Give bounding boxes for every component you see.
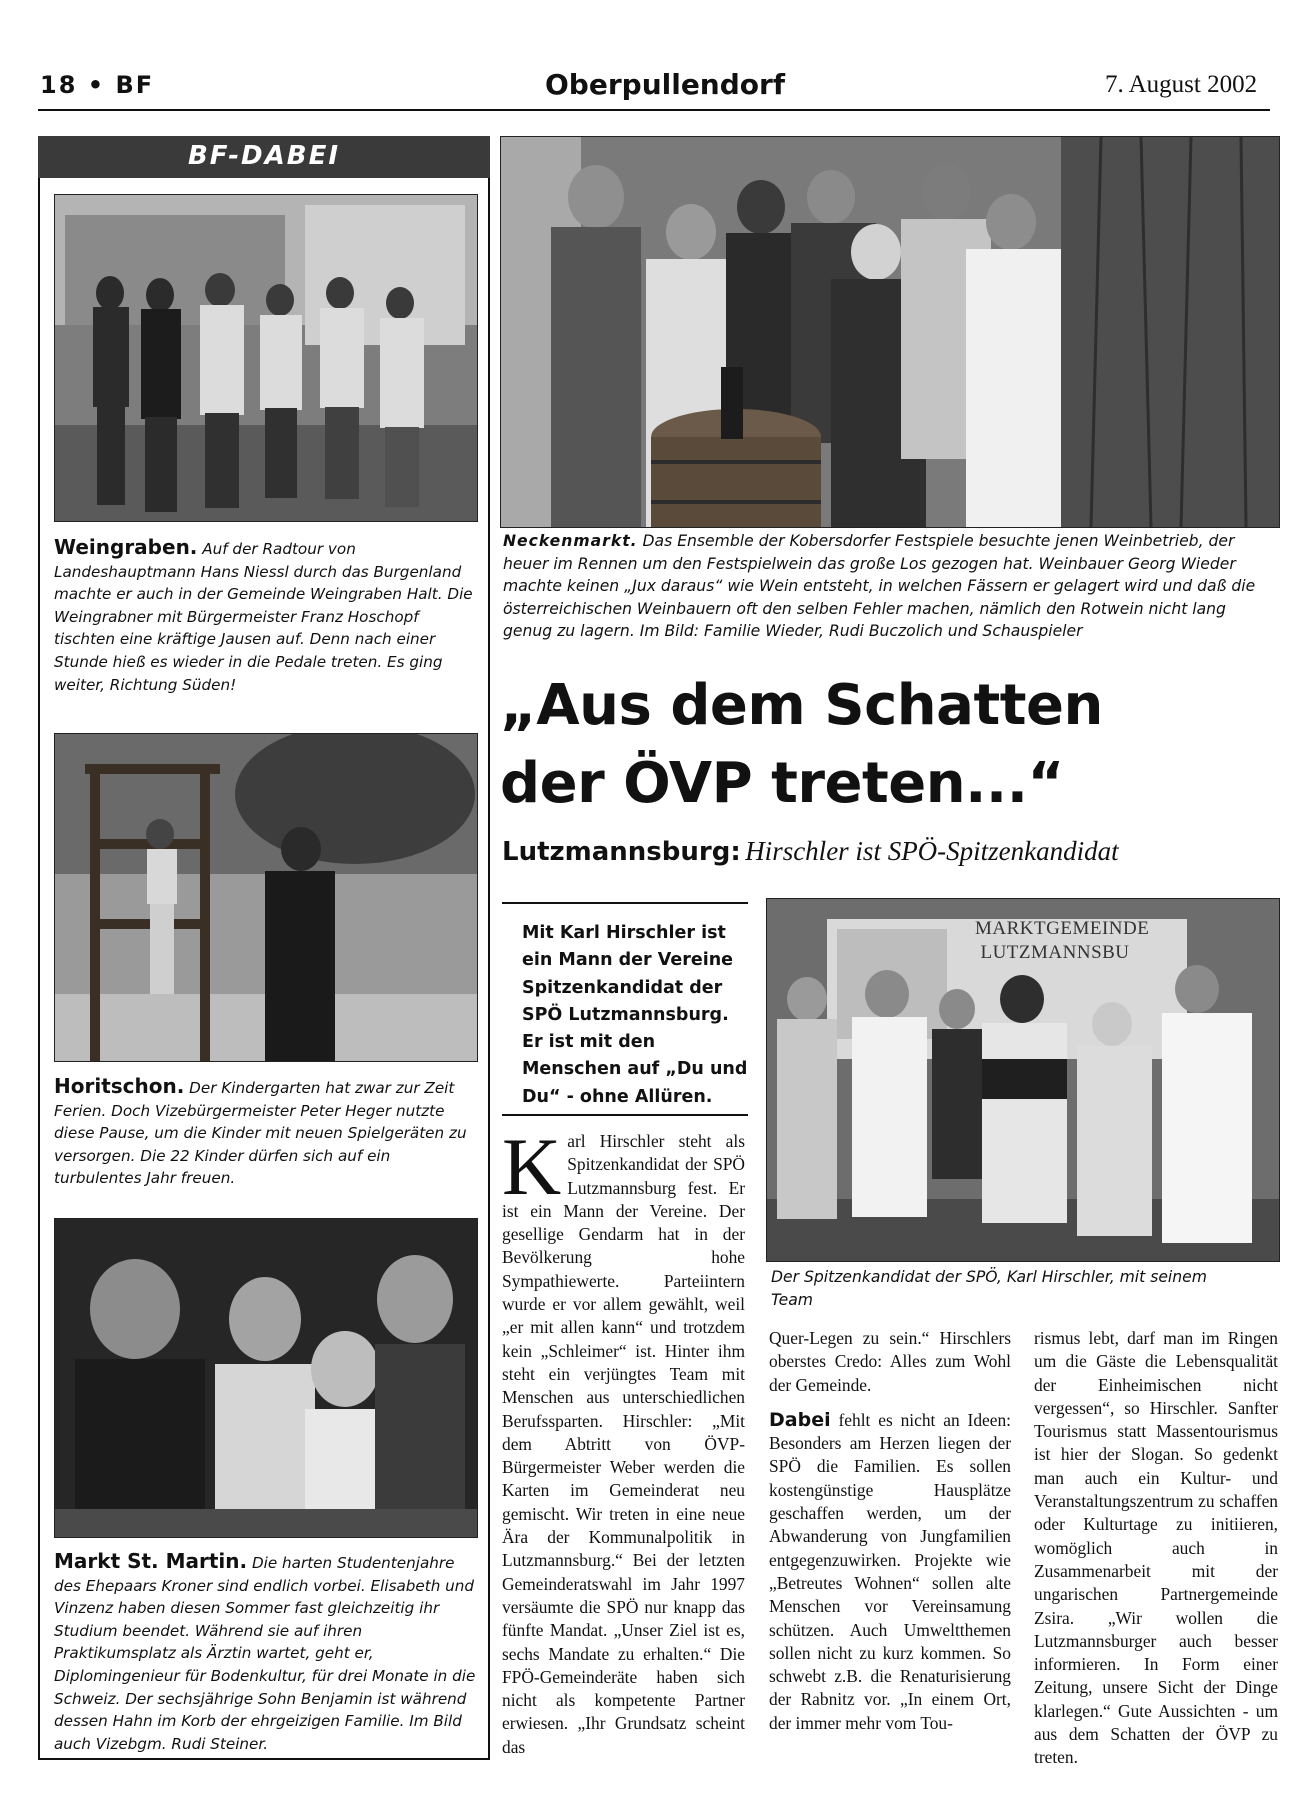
teaser-text: Mit Karl Hirschler ist ein Mann der Vereine Spitzenkandidat der SPÖ Lutzmannsburg. Er ist mit den Menschen auf „Du und Du“ - ohne Allüren. <box>522 923 748 1107</box>
markt-st-martin-photo-art <box>55 1219 477 1537</box>
kicker: Lutzmannsburg: <box>502 837 741 867</box>
neckenmarkt-photo <box>500 136 1280 528</box>
sidebar-title-bar <box>38 136 490 178</box>
weingraben-place: Weingraben. <box>54 535 198 559</box>
neckenmarkt-caption <box>503 530 1265 643</box>
headline-line-1: „Aus dem Schatten <box>500 673 1103 738</box>
weingraben-caption <box>54 536 478 696</box>
drop-cap: K <box>502 1121 562 1212</box>
body-column-2-text: fehlt es nicht an Ideen: Besonders am Herzen liegen der SPÖ die Familien. Es sollen kostengünstige Hausplätze geschaffen werden, um der Abwanderung von Jungfamilien entgegenzuwirken. Projekte wie „Betreutes Wohnen“ sollen alte Menschen vor Vereinsamung schützen. Auch Umweltthemen sollen nicht zu kurz kommen. So schwebt z.B. die Renaturisierung der Rabnitz vor. „In einem Ort, der immer mehr vom Tou- <box>769 1409 1011 1733</box>
teaser-box <box>502 902 748 1116</box>
weingraben-photo <box>54 194 478 522</box>
markt-st-martin-place: Markt St. Martin. <box>54 1549 248 1573</box>
neckenmarkt-photo-art <box>501 137 1279 527</box>
body-column-2 <box>769 1327 1011 1735</box>
markt-st-martin-photo <box>54 1218 478 1538</box>
body-column-2-paragraph <box>769 1409 1011 1735</box>
markt-st-martin-caption <box>54 1550 478 1755</box>
issue-date: 7. August 2002 <box>1105 71 1258 98</box>
page-marker: 18 • BF <box>40 71 155 99</box>
horitschon-photo <box>54 733 478 1062</box>
weingraben-photo-art <box>55 195 477 521</box>
team-photo-sign: MARKTGEMEINDE LUTZMANNSBU <box>975 918 1150 963</box>
horitschon-text: Der Kindergarten hat zwar zur Zeit Ferien. Doch Vizebürgermeister Peter Heger nutzte diese Pause, um die Kinder mit neuen Spielgeräten zu versorgen. Die 22 Kinder dürfen sich auf ein turbulentes Jahr freuen. <box>54 1079 467 1188</box>
horitschon-caption <box>54 1075 478 1190</box>
sidebar-title: BF-DABEI <box>187 141 341 171</box>
body-column-3: rismus lebt, darf man im Ringen um die Gäste die Lebensqualität der Einheimischen nicht vergessen“, so Hirschler. Sanfter Tourismus statt Massentourismus ist hier der Slogan. So gedenkt man auch ein Kultur- und Veranstaltungszentrum zu schaffen oder Kulturtage zu initiieren, womöglich auch in Zusammenarbeit mit der ungarischen Partnergemeinde Zsira. „Wir wollen die Lutzmannsburger auch besser informieren. In Form einer Zeitung, unsere Sicht der Dinge klarlegen.“ Gute Aussichten - um aus dem Schatten der ÖVP zu treten. <box>1034 1328 1278 1768</box>
neckenmarkt-place: Neckenmarkt. <box>503 532 638 550</box>
weingraben-text: Auf der Radtour von Landeshauptmann Hans Niessl durch das Burgenland machte er auch in der Gemeinde Weingraben Halt. Die Weingrabner mit Bürgermeister Franz Hoschopf tischten eine kräftige Jausen auf. Denn nach einer Stunde hieß es wieder in die Pedale treten. Es ging weiter, Richtung Süden! <box>54 540 473 694</box>
horitschon-photo-art <box>55 734 477 1061</box>
body-column-1-text: arl Hirschler steht als Spitzenkandidat der SPÖ Lutzmannsburg fest. Er ist ein Mann der Vereine. Der gesellige Gendarm hat in der Bevölkerung hohe Sympathiewerte. Parteiintern wurde er vor allem gewählt, weil „er mit allen kann“ und trotzdem kein „Schleimer“ ist. Hinter ihm steht ein verjüngtes Team mit Menschen aus unterschiedlichen Berufssparten. Hirschler: „Mit dem Abtritt von ÖVP-Bürgermeister Weber werden die Karten im Gemeinderat neu gemischt. Wir treten in eine neue Ära der Kommunalpolitik in Lutzmannsburg.“ Bei der letzten Gemeinderatswahl im Jahr 1997 versäumte die SPÖ nur knapp das fünfte Mandat. „Unser Ziel ist es, sechs Mandate zu erhalten.“ Die FPÖ-Gemeinderäte haben sich nicht als kompetente Partner erwiesen. „Ihr Grundsatz scheint das <box>502 1131 745 1757</box>
markt-st-martin-text: Die harten Studentenjahre des Ehepaars Kroner sind endlich vorbei. Elisabeth und Vinzenz haben diesen Sommer fast gleichzeitig ihr Studium beendet. Während sie auf ihren Praktikumsplatz als Ärztin wartet, geht er, Diplomingenieur für Bodenkultur, für drei Monate in die Schweiz. Der sechsjährige Sohn Benjamin ist während dessen Hahn im Korb der ehrgeizigen Familie. Im Bild auch Vizebgm. Rudi Steiner. <box>54 1554 476 1753</box>
subheadline <box>502 836 1278 867</box>
team-photo <box>766 898 1280 1262</box>
horitschon-place: Horitschon. <box>54 1074 185 1098</box>
subheadline-text: Hirschler ist SPÖ-Spitzenkandidat <box>745 836 1119 866</box>
headline-line-2: der ÖVP treten...“ <box>500 751 1064 816</box>
neckenmarkt-text: Das Ensemble der Kobersdorfer Festspiele besuchte jenen Weinbetrieb, der heuer im Rennen um den Festspielwein das große Los gezogen hat. Weinbauer Georg Wieder machte keinen „Jux daraus“ wie Wein entsteht, in welchen Fässern er gelagert wird und daß die österreichischen Weinbauern oft den selben Fehler machen, nämlich den Rotwein nicht lang genug zu lagern. Im Bild: Familie Wieder, Rudi Buczolich und Schauspieler <box>503 532 1256 641</box>
body-column-2-lead: Dabei <box>769 1408 831 1431</box>
location-heading: Oberpullendorf <box>545 68 786 101</box>
body-column-2-intro: Quer-Legen zu sein.“ Hirschlers oberstes Credo: Alles zum Wohl der Gemeinde. <box>769 1328 1011 1395</box>
header-rule <box>38 109 1270 111</box>
body-column-1 <box>502 1121 745 1759</box>
team-photo-caption: Der Spitzenkandidat der SPÖ, Karl Hirschler, mit seinem Team <box>771 1268 1207 1309</box>
